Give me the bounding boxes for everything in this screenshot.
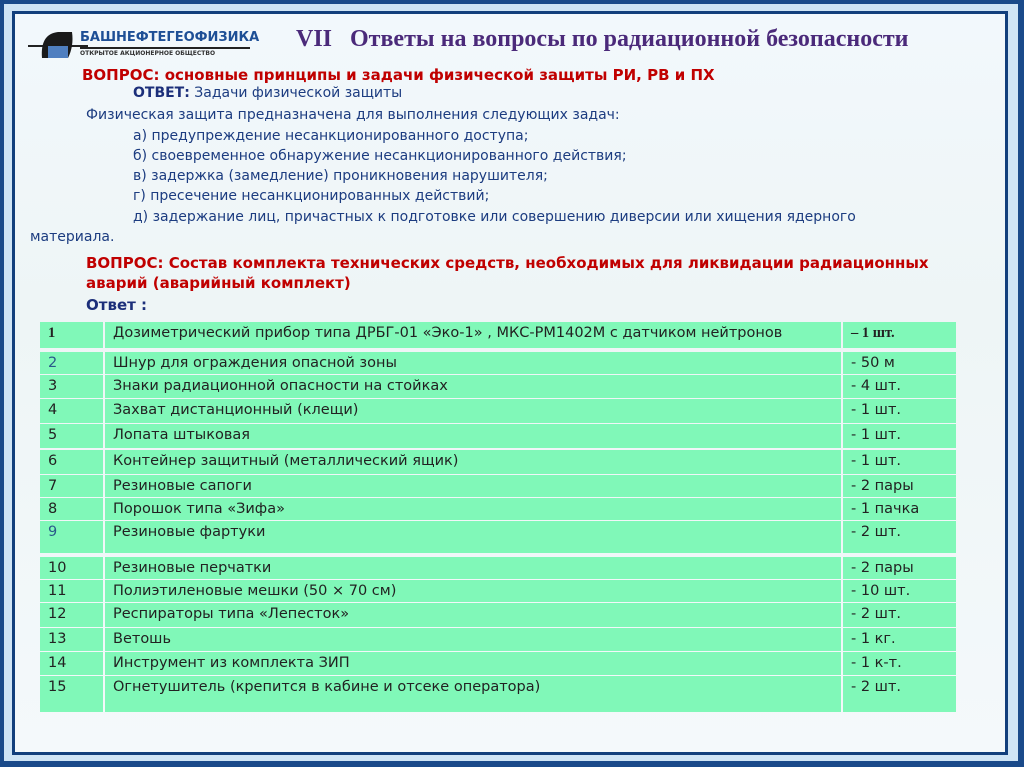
item-quantity: - 2 пары	[843, 475, 956, 497]
row-number: 9	[40, 521, 103, 553]
item-name: Лопата штыковая	[105, 424, 841, 448]
item-name: Контейнер защитный (металлический ящик)	[105, 450, 841, 474]
logo-name: БАШНЕФТЕГЕОФИЗИКА	[80, 30, 260, 45]
question-label: ВОПРОС:	[86, 254, 164, 272]
item-quantity: – 1 шт.	[843, 322, 956, 348]
item-quantity: - 1 пачка	[843, 498, 956, 520]
item-quantity: - 1 к-т.	[843, 652, 956, 675]
item-name: Захват дистанционный (клещи)	[105, 399, 841, 423]
row-number: 3	[40, 375, 103, 398]
table-row	[40, 450, 958, 474]
item-quantity: - 2 шт.	[843, 676, 956, 712]
row-number: 1	[40, 322, 103, 348]
item-name: Резиновые перчатки	[105, 557, 841, 579]
task-item: в) задержка (замедление) проникновения нарушителя;	[133, 168, 548, 184]
table-row	[40, 652, 958, 675]
table-row	[40, 352, 958, 374]
item-name: Шнур для ограждения опасной зоны	[105, 352, 841, 374]
table-row	[40, 580, 958, 602]
item-name: Резиновые фартуки	[105, 521, 841, 553]
task-item: д) задержание лиц, причастных к подготовке или совершению диверсии или хищения ядерного	[133, 209, 856, 225]
table-row	[40, 424, 958, 448]
row-number: 4	[40, 399, 103, 423]
item-name: Респираторы типа «Лепесток»	[105, 603, 841, 627]
row-number: 8	[40, 498, 103, 520]
item-quantity: - 2 шт.	[843, 603, 956, 627]
intro-text: Физическая защита предназначена для выполнения следующих задач:	[86, 107, 620, 123]
page-title: VII Ответы на вопросы по радиационной безопасности	[296, 26, 909, 52]
table-row	[40, 322, 958, 348]
table-row	[40, 475, 958, 497]
question-label: ВОПРОС:	[82, 66, 160, 84]
row-number: 7	[40, 475, 103, 497]
item-name: Порошок типа «Зифа»	[105, 498, 841, 520]
company-logo	[28, 28, 258, 58]
table-row	[40, 603, 958, 627]
item-quantity: - 1 кг.	[843, 628, 956, 651]
row-number: 13	[40, 628, 103, 651]
task-tail: материала.	[30, 229, 115, 245]
table-row	[40, 375, 958, 398]
item-name: Инструмент из комплекта ЗИП	[105, 652, 841, 675]
row-number: 5	[40, 424, 103, 448]
logo-emblem-icon	[28, 28, 88, 62]
item-name: Огнетушитель (крепится в кабине и отсеке оператора)	[105, 676, 841, 712]
table-row	[40, 676, 958, 712]
item-name: Ветошь	[105, 628, 841, 651]
row-number: 12	[40, 603, 103, 627]
task-item: б) своевременное обнаружение несанкционированного действия;	[133, 148, 627, 164]
item-quantity: - 4 шт.	[843, 375, 956, 398]
row-number: 15	[40, 676, 103, 712]
question-text-line2: аварий (аварийный комплект)	[86, 274, 351, 292]
question-text: Состав комплекта технических средств, необходимых для ликвидации радиационных	[163, 254, 929, 272]
row-number: 6	[40, 450, 103, 474]
logo-subtitle: ОТКРЫТОЕ АКЦИОНЕРНОЕ ОБЩЕСТВО	[80, 47, 250, 57]
item-name: Полиэтиленовые мешки (50 × 70 см)	[105, 580, 841, 602]
item-name: Знаки радиационной опасности на стойках	[105, 375, 841, 398]
answer-label: ОТВЕТ:	[133, 85, 190, 101]
table-row	[40, 628, 958, 651]
row-number: 10	[40, 557, 103, 579]
task-item: а) предупреждение несанкционированного доступа;	[133, 128, 529, 144]
item-quantity: - 50 м	[843, 352, 956, 374]
item-quantity: - 1 шт.	[843, 399, 956, 423]
item-quantity: - 2 шт.	[843, 521, 956, 553]
item-quantity: - 2 пары	[843, 557, 956, 579]
table-row	[40, 521, 958, 553]
answer-text: Задачи физической защиты	[189, 85, 403, 101]
item-quantity: - 10 шт.	[843, 580, 956, 602]
item-name: Резиновые сапоги	[105, 475, 841, 497]
table-row	[40, 557, 958, 579]
item-name: Дозиметрический прибор типа ДРБГ-01 «Эко-1» , МКС-РМ1402М с датчиком нейтронов	[105, 322, 841, 348]
row-number: 2	[40, 352, 103, 374]
answer-label: Ответ :	[86, 296, 148, 314]
table-row	[40, 399, 958, 423]
item-quantity: - 1 шт.	[843, 424, 956, 448]
question-text: основные принципы и задачи физической защиты РИ, РВ и ПХ	[159, 66, 715, 84]
item-quantity: - 1 шт.	[843, 450, 956, 474]
table-row	[40, 498, 958, 520]
row-number: 14	[40, 652, 103, 675]
row-number: 11	[40, 580, 103, 602]
task-item: г) пресечение несанкционированных действий;	[133, 188, 490, 204]
